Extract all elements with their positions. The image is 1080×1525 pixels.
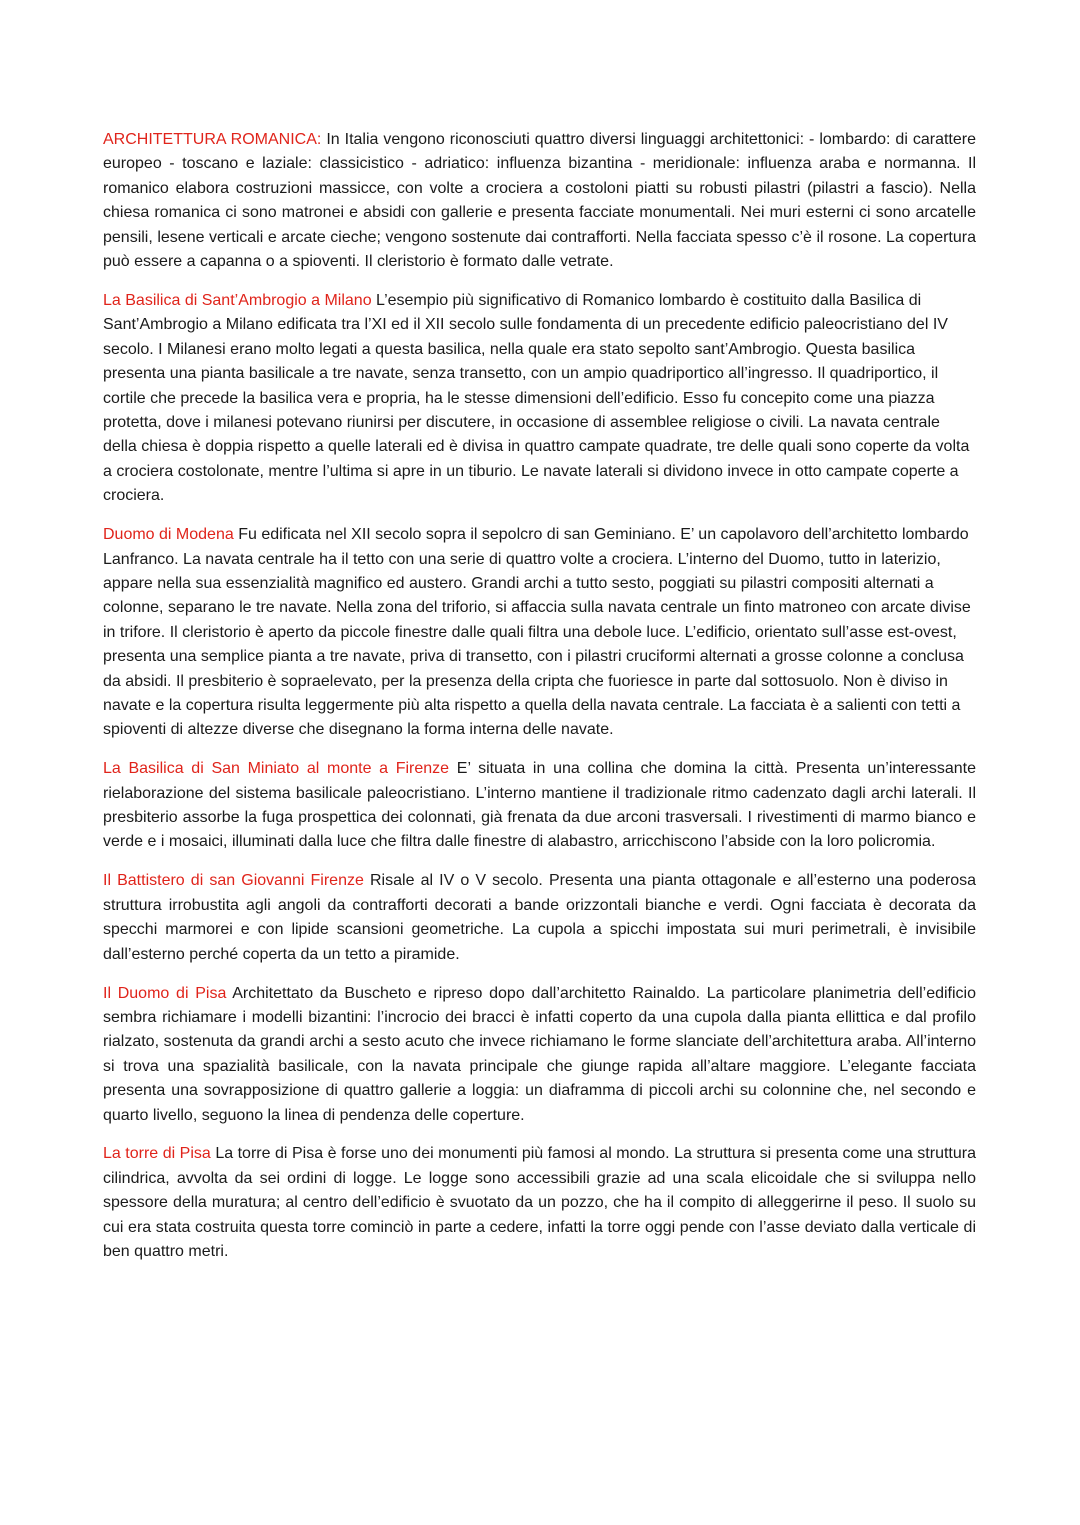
section-san-miniato [103,757,976,855]
section-body: Fu edificata nel XII secolo sopra il sepolcro di san Geminiano. E’ un capolavoro dell’architetto lombardo Lanfranco. La navata centrale ha il tetto con una serie di quattro volte a crociera. L’interno del Duomo, tutto in laterizio, appare nella sua essenzialità magnifico ed austero. Grandi archi a tutto sesto, poggiati su pilastri compositi alternati a colonne, separano le tre navate. Nella zona del triforio, si affaccia sulla navata centrale un finto matroneo con arcate divise in trifore. Il cleristorio è aperto da piccole finestre dalle quali filtra una debole luce. L’edificio, orientato sull’asse est-ovest, presenta una semplice pianta a tre navate, priva di transetto, con i pilastri cruciformi alternati a grosse colonne a conclusa da absidi. Il presbiterio è sopraelevato, per la presenza della cripta che fuoriesce in parte dal sottosuolo. Non è diviso in navate e la copertura risulta leggermente più alta rispetto a quella della navata centrale. La facciata è a salienti con tetti a spioventi di altezze diverse che disegnano la forma interna delle navate. [103,526,971,739]
section-battistero [103,869,976,967]
section-torre-pisa [103,1142,976,1264]
section-heading: La torre di Pisa [103,1145,211,1163]
section-duomo-pisa [103,982,976,1128]
section-body: Architettato da Buscheto e ripreso dopo dall’architetto Rainaldo. La particolare planimetria dell’edificio sembra richiamare i modelli bizantini: l’incrocio dei bracci è infatti coperto da una cupola dalla pianta ellittica e dal profilo rialzato, sostenuta da grandi archi a sesto acuto che invece richiamano le forme slanciate dell’architettura araba. All’interno si trova una spazialità basilicale, con la navata principale che giunge rapida all’altare maggiore. L’elegante facciata presenta una sovrapposizione di quattro gallerie a loggia: un diaframma di piccoli archi su colonnine che, nel secondo e quarto livello, seguono la linea di pendenza delle coperture. [103,984,977,1124]
section-heading: Il Duomo di Pisa [103,984,227,1002]
document-page [103,128,976,1279]
section-body: L’esempio più significativo di Romanico lombardo è costituito dalla Basilica di Sant’Ambrogio a Milano edificata tra l’XI ed il XII secolo sulle fondamenta di un precedente edificio paleocristiano del IV secolo. I Milanesi erano molto legati a questa basilica, nella quale era stato sepolto sant’Ambrogio. Questa basilica presenta una pianta basilicale a tre navate, senza transetto, con un ampio quadriportico all’ingresso. Il quadriportico, il cortile che precede la basilica vera e propria, ha le stesse dimensioni dell’edificio. Esso fu concepito come una piazza protetta, dove i milanesi potevano riunirsi per discutere, in occasione di assemblee religiose o civili. La navata centrale della chiesa è doppia rispetto a quelle laterali ed è divisa in quattro campate quadrate, tre delle quali sono coperte da volta a crociera costolonate, mentre l’ultima si apre in un tiburio. Le navate laterali si dividono invece in otto campate coperte a crociera. [103,291,970,505]
section-sant-ambrogio [103,289,976,509]
section-heading: La Basilica di San Miniato al monte a Firenze [103,760,450,778]
section-body: In Italia vengono riconosciuti quattro diversi linguaggi architettonici: - lombardo: di carattere europeo - toscano e laziale: classicistico - adriatico: influenza bizantina - meridionale: influenza araba e normanna. Il romanico elabora costruzioni massicce, con volte a crociera a costoloni piatti su robusti pilastri (pilastri a fascio). Nella chiesa romanica ci sono matronei e absidi con gallerie e presenta facciate monumentali. Nei muri esterni ci sono arcatelle pensili, lesene verticali e arcate cieche; vengono sostenute dai contrafforti. Nella facciata spesso c’è il rosone. La copertura può essere a capanna o a spioventi. Il cleristorio è formato dalle vetrate. [103,131,977,271]
section-heading: ARCHITETTURA ROMANICA: [103,131,322,148]
section-heading: La Basilica di Sant’Ambrogio a Milano [103,291,372,309]
section-architettura-romanica [103,128,976,274]
section-body: E’ situata in una collina che domina la città. Presenta un’interessante rielaborazione del sistema basilicale paleocristiano. L’interno mantiene il tradizionale ritmo cadenzato dagli archi laterali. Il presbiterio assorbe la fuga prospettica dei colonnati, già frenata da due arconi trasversali. I rivestimenti di marmo bianco e verde e i mosaici, illuminati dalla luce che filtra dalle finestre di alabastro, arricchiscono l’abside con la loro policromia. [103,760,976,851]
section-body: La torre di Pisa è forse uno dei monumenti più famosi al mondo. La struttura si presenta come una struttura cilindrica, avvolta da sei ordini di logge. Le logge sono accessibili grazie ad una scala elicoidale che si sviluppa nello spessore della muratura; al centro dell’edificio è svuotato da un pozzo, che ha il compito di alleggerirne il peso. Il suolo su cui era stata costruita questa torre cominciò in parte a cedere, infatti la torre oggi pende con l’asse deviato dalla verticale di ben quattro metri. [103,1145,976,1261]
section-duomo-modena [103,523,976,743]
section-heading: Duomo di Modena [103,526,234,544]
section-heading: Il Battistero di san Giovanni Firenze [103,872,364,890]
section-body: Risale al IV o V secolo. Presenta una pianta ottagonale e all’esterno una poderosa struttura irrobustita agli angoli da contrafforti decorati a bande orizzontali bianche e verdi. Ogni facciata è decorata da specchi marmorei e con lipide scansioni geometriche. La cupola a spicchi impostata sui muri perimetrali, è invisibile dall’esterno perché coperta da un tetto a piramide. [103,872,977,963]
